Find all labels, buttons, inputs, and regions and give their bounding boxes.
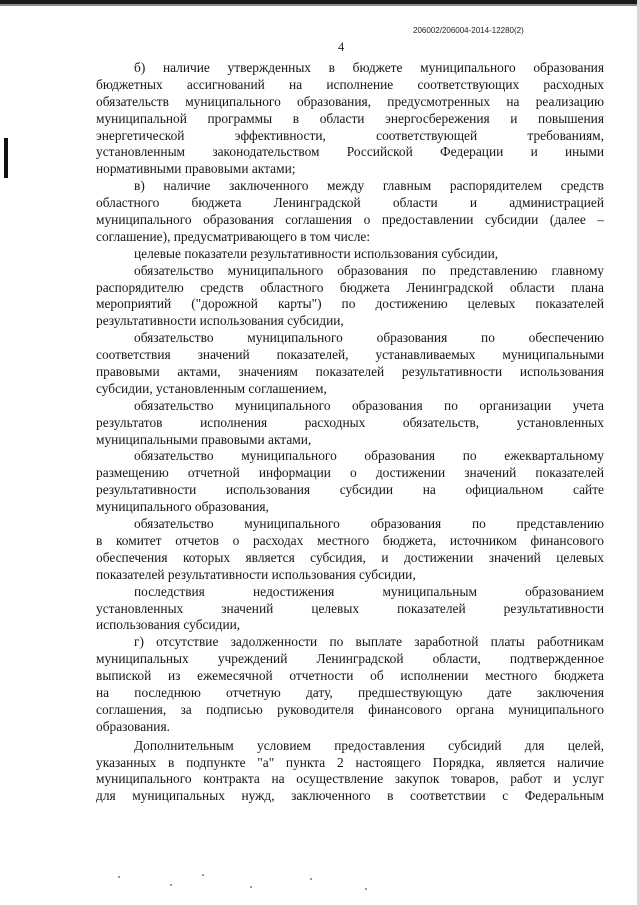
margin-change-bar: [4, 138, 8, 178]
text-line: образования.: [96, 718, 170, 734]
text-line: нормативными правовыми актами;: [96, 161, 296, 177]
text-line: муниципального образования,: [96, 499, 269, 515]
scan-speck: [250, 886, 252, 888]
text-line: обязательство муниципального образования по обеспечению: [134, 330, 604, 346]
text-line: обязательство муниципального образования по представлению главному: [134, 262, 604, 278]
text-line: использования субсидии,: [96, 617, 241, 633]
text-line: результатов исполнения расходных обязательств, установленных: [96, 414, 604, 430]
scan-speck: [118, 876, 120, 878]
document-code: 206002/206004-2014-12280(2): [413, 26, 524, 35]
scan-speck: [202, 874, 204, 876]
text-line: обязательство муниципального образования по организации учета: [134, 397, 604, 413]
text-line: муниципальных учреждений Ленинградской области, подтвержденное: [96, 651, 604, 667]
text-line: соответствия значений показателей, устанавливаемых муниципальными: [96, 347, 604, 363]
text-line: в комитет отчетов о расходах местного бюджета, источником финансового: [96, 532, 604, 548]
text-line: энергетической эффективности, соответствующей требованиям,: [96, 127, 604, 143]
text-line: соглашения, за подписью руководителя финансового органа муниципального: [96, 701, 604, 717]
text-line: обязательство муниципального образования по представлению: [134, 516, 604, 532]
text-line: мероприятий ("дорожной карты") по достижению целевых показателей: [96, 296, 604, 312]
text-line: выпиской из ежемесячной отчетности об исполнении местного бюджета: [96, 668, 604, 684]
text-line: указанных в подпункте "а" пункта 2 настоящего Порядка, является наличие: [96, 754, 604, 770]
text-line: муниципального контракта на осуществление закупок товаров, работ и услуг: [96, 771, 604, 787]
text-line: в) наличие заключенного между главным распорядителем средств: [134, 178, 604, 194]
text-line: Дополнительным условием предоставления субсидий для целей,: [134, 737, 604, 753]
text-line: областного бюджета Ленинградской области и администрацией: [96, 195, 604, 211]
text-line: муниципальной программы в области энергосбережения и повышения: [96, 110, 604, 126]
text-line: установленных значений целевых показателей результативности: [96, 600, 604, 616]
text-line: распорядителю средств областного бюджета Ленинградской области плана: [96, 279, 604, 295]
text-line: обязательство муниципального образования по ежеквартальному: [134, 448, 604, 464]
page-number: 4: [338, 40, 345, 54]
document-body: [96, 60, 604, 805]
text-line: целевые показатели результативности использования субсидии,: [134, 245, 499, 261]
text-line: показателей результативности использования субсидии,: [96, 566, 416, 582]
text-line: на последнюю отчетную дату, предшествующую дате заключения: [96, 684, 604, 700]
text-line: установленным законодательством Российской Федерации и иными: [96, 144, 604, 160]
scan-speck: [310, 878, 312, 880]
text-line: обеспечения которых является субсидия, и достижении значений целевых: [96, 549, 604, 565]
text-line: муниципального образования соглашения о предоставлении субсидии (далее –: [96, 212, 604, 228]
text-line: последствия недостижения муниципальным образованием: [134, 583, 604, 599]
text-line: субсидии, установленным соглашением,: [96, 380, 327, 396]
text-line: правовыми актами, значениям показателей результативности использования: [96, 364, 604, 380]
text-line: результативности использования субсидии,: [96, 313, 344, 329]
text-line: бюджетных ассигнований на исполнение соответствующих расходных: [96, 76, 604, 92]
text-line: соглашение), предусматривающего в том числе:: [96, 228, 371, 244]
text-line: обязательств муниципального образования, предусмотренных на реализацию: [96, 93, 604, 109]
text-line: размещению отчетной информации о достижении значений показателей: [96, 465, 604, 481]
text-line: г) отсутствие задолженности по выплате заработной платы работникам: [134, 634, 604, 650]
scan-speck: [365, 888, 367, 890]
scan-top-shadow: [0, 4, 640, 6]
scan-speck: [170, 884, 172, 886]
text-line: результативности использования субсидии на официальном сайте: [96, 482, 604, 498]
scan-specks: [110, 872, 410, 892]
text-line: муниципальными правовыми актами,: [96, 431, 312, 447]
text-line: б) наличие утвержденных в бюджете муниципального образования: [134, 60, 604, 75]
text-line: для муниципальных нужд, заключенного в соответствии с Федеральным: [96, 788, 604, 804]
